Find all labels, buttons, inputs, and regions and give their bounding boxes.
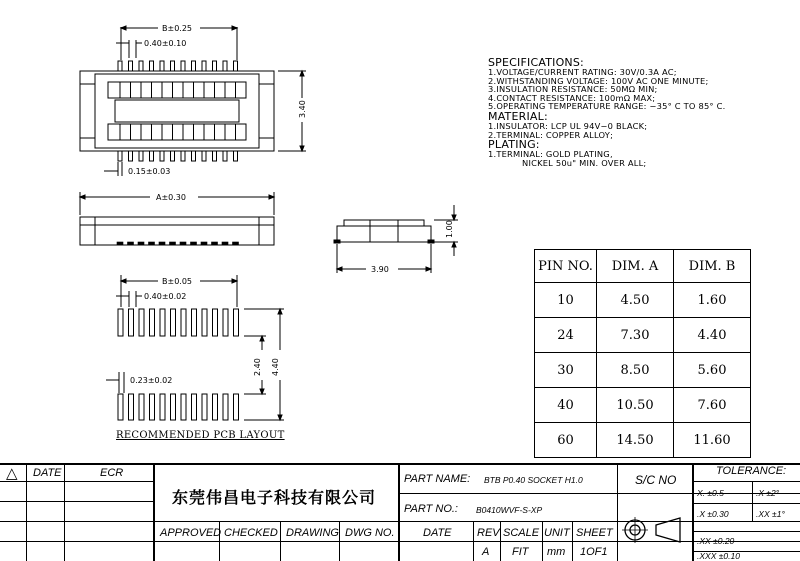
pcb-caption: RECOMMENDED PCB LAYOUT [116, 430, 285, 441]
cell-pin: 10 [535, 283, 597, 318]
contact-pin [223, 61, 227, 71]
table-row [535, 353, 751, 388]
cell-pin: 60 [535, 423, 597, 458]
cell-pin: 30 [535, 353, 597, 388]
pcb-pad [171, 394, 176, 420]
pcb-pad [181, 394, 186, 420]
dim-end-height: 1.00 [445, 220, 454, 238]
pcb-pad [192, 309, 197, 336]
pcb-pad [202, 309, 207, 336]
date-label: DATE [33, 467, 62, 479]
contact-pin [234, 151, 238, 161]
tolerance-x: X. ±0.5 [697, 488, 724, 498]
pcb-pad [213, 309, 218, 336]
contact-pin [213, 151, 217, 161]
pcb-pad [150, 394, 155, 420]
third-angle-projection-icon [620, 507, 690, 553]
pcb-pad [234, 309, 239, 336]
dim-pcb-pad-height: 2.40 [253, 358, 262, 376]
contact-pin [192, 151, 196, 161]
pin-foot [180, 242, 186, 245]
pin-foot [233, 242, 239, 245]
spec-item: 4.CONTACT RESISTANCE: 100mΩ MAX; [488, 92, 656, 103]
checked-label: CHECKED [224, 527, 278, 539]
cell-dim-b: 11.60 [674, 423, 751, 458]
contact-pin [129, 151, 133, 161]
pcb-pad [223, 394, 228, 420]
unit-value: mm [547, 546, 566, 558]
dim-top-pin-width: 0.15±0.03 [128, 167, 171, 176]
tolerance-dxx-angle: .XX ±1° [756, 509, 785, 519]
cell-dim-b: 7.60 [674, 388, 751, 423]
plating-item: NICKEL 50u" MIN. OVER ALL; [488, 157, 647, 168]
pin-foot [128, 242, 134, 245]
contact-pin [202, 151, 206, 161]
pcb-pads [118, 309, 239, 420]
part-no-label: PART NO.: [404, 503, 458, 515]
pcb-layout [106, 275, 284, 420]
table-row [535, 283, 751, 318]
table-row [535, 388, 751, 423]
approved-label: APPROVED [160, 527, 222, 539]
cell-dim-b: 5.60 [674, 353, 751, 388]
pcb-pad [150, 309, 155, 336]
company-name: 东莞伟昌电子科技有限公司 [172, 488, 377, 507]
sheet-value: 1OF1 [580, 546, 608, 558]
contact-pin [139, 151, 143, 161]
contact-pin [150, 151, 154, 161]
contact-pin [171, 61, 175, 71]
drawing-label: DRAWING [286, 527, 339, 539]
col-header-dim-b: DIM. B [674, 250, 751, 283]
end-view [334, 205, 458, 273]
pcb-pad [129, 394, 134, 420]
contact-pin [181, 151, 185, 161]
ecr-label: ECR [100, 467, 124, 479]
scale-label: SCALE [503, 527, 540, 539]
col-header-pin-no: PIN NO. [535, 250, 597, 283]
pcb-pad [139, 394, 144, 420]
pin-dimension-table [534, 249, 751, 458]
cell-dim-b: 1.60 [674, 283, 751, 318]
dim-side-width: A±0.30 [156, 193, 186, 202]
pcb-pad [181, 309, 186, 336]
pcb-pad [139, 309, 144, 336]
contact-pin [160, 151, 164, 161]
dim-top-width: B±0.25 [162, 24, 193, 33]
revision-triangle-icon: △ [6, 465, 18, 482]
pcb-pad [118, 394, 123, 420]
part-name-label: PART NAME: [404, 473, 471, 485]
dim-end-width: 3.90 [371, 265, 389, 274]
table-row [535, 318, 751, 353]
spec-item: 2.WITHSTANDING VOLTAGE: 100V AC ONE MINUTE; [488, 75, 709, 86]
contact-pin [171, 151, 175, 161]
cell-dim-a: 4.50 [597, 283, 674, 318]
tolerance-label: TOLERANCE: [716, 465, 787, 477]
pin-foot [201, 242, 207, 245]
dim-pcb-pad-width: 0.23±0.02 [130, 376, 173, 385]
col-header-dim-a: DIM. A [597, 250, 674, 283]
pin-foot [191, 242, 197, 245]
pcb-pad [160, 309, 165, 336]
dim-top-height: 3.40 [298, 100, 307, 118]
sheet-label: SHEET [576, 527, 613, 539]
pcb-pad [213, 394, 218, 420]
pcb-pad [202, 394, 207, 420]
material-item: 2.TERMINAL: COPPER ALLOY; [488, 129, 614, 140]
table-header-row [535, 250, 751, 283]
pin-foot [138, 242, 144, 245]
plating-item: 1.TERMINAL: GOLD PLATING, [488, 149, 613, 160]
spec-item: 1.VOLTAGE/CURRENT RATING: 30V/0.3A AC; [488, 67, 677, 77]
contact-pin [118, 61, 122, 71]
dim-pcb-pitch: 0.40±0.02 [144, 292, 187, 301]
dim-pcb-total-height: 4.40 [271, 358, 280, 376]
tolerance-x-angle: .X ±2° [756, 488, 780, 498]
contact-pin [160, 61, 164, 71]
cell-dim-b: 4.40 [674, 318, 751, 353]
rev-value: A [482, 546, 490, 558]
table-row [535, 423, 751, 458]
part-name-value: BTB P0.40 SOCKET H1.0 [484, 475, 583, 485]
tolerance-dx: .X ±0.30 [697, 509, 729, 519]
top-pins [118, 61, 238, 161]
dim-top-pitch: 0.40±0.10 [144, 39, 187, 48]
contact-pin [150, 61, 154, 71]
specifications-block [488, 57, 725, 167]
sc-no-label: S/C NO [635, 473, 677, 487]
spec-item: 3.INSULATION RESISTANCE: 50MΩ MIN; [488, 84, 658, 95]
pin-foot [149, 242, 155, 245]
spec-heading: SPECIFICATIONS: [488, 56, 584, 69]
cell-dim-a: 14.50 [597, 423, 674, 458]
pcb-pad [118, 309, 123, 336]
pcb-pad [192, 394, 197, 420]
cell-pin: 24 [535, 318, 597, 353]
rev-label: REV [477, 527, 500, 539]
plating-heading: PLATING: [488, 138, 540, 152]
pin-foot [170, 242, 176, 245]
pin-foot [222, 242, 228, 245]
contact-pin [129, 61, 133, 71]
pin-foot [117, 242, 123, 245]
dwg-no-label: DWG NO. [345, 527, 395, 539]
tolerance-xx: .XX ±0.20 [697, 536, 735, 546]
pcb-pad [160, 394, 165, 420]
contact-pin [192, 61, 196, 71]
material-item: 1.INSULATOR: LCP UL 94V−0 BLACK; [488, 120, 648, 131]
cell-dim-a: 8.50 [597, 353, 674, 388]
contact-pin [181, 61, 185, 71]
top-view [80, 26, 306, 176]
material-heading: MATERIAL: [488, 109, 548, 123]
part-no-value: B0410WVF-S-XP [476, 505, 543, 515]
contact-pin [118, 151, 122, 161]
contact-pin [202, 61, 206, 71]
cell-dim-a: 10.50 [597, 388, 674, 423]
pcb-pad [171, 309, 176, 336]
pin-foot [159, 242, 165, 245]
unit-label: UNIT [544, 527, 570, 539]
scale-value: FIT [512, 546, 529, 558]
cell-pin: 40 [535, 388, 597, 423]
title-block [0, 463, 800, 561]
pcb-pad [223, 309, 228, 336]
dim-pcb-width: B±0.05 [162, 277, 193, 286]
pcb-pad [129, 309, 134, 336]
contact-pin [234, 61, 238, 71]
contact-pin [213, 61, 217, 71]
contact-pin [223, 151, 227, 161]
tolerance-xxx: .XXX ±0.10 [697, 551, 740, 561]
date-col-label: DATE [423, 527, 452, 539]
pin-foot [212, 242, 218, 245]
pcb-pad [234, 394, 239, 420]
cell-dim-a: 7.30 [597, 318, 674, 353]
contact-pin [139, 61, 143, 71]
spec-item: 5.OPERATING TEMPERATURE RANGE: −35° C TO 85° C. [488, 101, 726, 112]
